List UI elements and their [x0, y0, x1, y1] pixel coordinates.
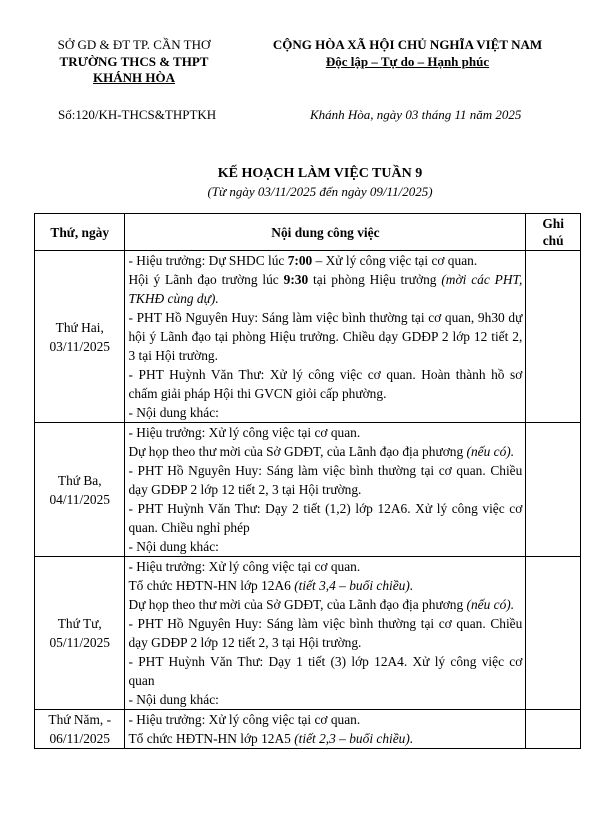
- task-text: - Nội dung khác:: [128, 539, 219, 554]
- task-item: [128, 403, 522, 422]
- task-text: 7:00: [287, 253, 313, 268]
- task-text: (mời các PHT, TKHĐ cùng dự).: [128, 272, 523, 306]
- date: 03/11/2025: [49, 338, 110, 354]
- task-item: [128, 537, 522, 556]
- weekday: Thứ Năm, -: [48, 712, 112, 727]
- date: 04/11/2025: [49, 491, 110, 507]
- weekday: Thứ Hai,: [55, 319, 104, 335]
- task-text: - Hiệu trưởng: Xử lý công việc tại cơ quan.: [128, 712, 361, 727]
- task-text: - PHT Huỳnh Văn Thư: Xử lý công việc cơ quan. Hoàn thành hồ sơ chấm giải pháp Hội thi GVCN giỏi cấp phường.: [128, 367, 523, 401]
- weekday: Thứ Tư,: [57, 616, 102, 631]
- date: 05/11/2025: [49, 635, 110, 650]
- task-text: - Hiệu trưởng: Xử lý công việc tại cơ quan.: [128, 559, 361, 574]
- note-cell: [526, 710, 581, 749]
- task-text: - Nội dung khác:: [128, 692, 219, 707]
- task-text: - PHT Hồ Nguyên Huy: Sáng làm việc bình thường tại cơ quan. Chiều dạy GDĐP 2 lớp 12 tiết 2, 3 tại Hội trường.: [128, 616, 523, 650]
- task-text: Tổ chức HĐTN-HN lớp 12A6: [128, 578, 295, 593]
- task-text: - PHT Hồ Nguyên Huy: Sáng làm việc bình thường tại cơ quan. Chiều dạy GDĐP 2 lớp 12 tiết 2, 3 tại Hội trường.: [128, 463, 523, 497]
- day-cell: [35, 251, 125, 423]
- task-text: - Nội dung khác:: [128, 405, 219, 420]
- task-text: - Hiệu trưởng: Xử lý công việc tại cơ quan.: [128, 425, 361, 440]
- motto: Độc lập – Tự do – Hạnh phúc: [325, 53, 490, 69]
- header-day: Thứ, ngày: [35, 214, 125, 251]
- task-item: [128, 442, 522, 461]
- task-text: - PHT Huỳnh Văn Thư: Dạy 1 tiết (3) lớp 12A4. Xử lý công việc cơ quan: [128, 654, 523, 688]
- content-cell: [125, 557, 526, 710]
- document-subtitle: (Từ ngày 03/11/2025 đến ngày 09/11/2025): [207, 184, 433, 199]
- org-line-1: SỞ GD & ĐT TP. CẦN THƠ: [57, 37, 211, 52]
- task-item: [128, 365, 522, 403]
- task-text: - PHT Huỳnh Văn Thư: Dạy 2 tiết (1,2) lớp 12A6. Xử lý công việc cơ quan. Chiều nghỉ phép: [128, 501, 523, 535]
- document-number: Số:120/KH-THCS&THPTKH: [58, 107, 217, 122]
- content-cell: [125, 251, 526, 423]
- task-item: [128, 251, 522, 270]
- task-item: [128, 576, 522, 595]
- day-cell: [35, 557, 125, 710]
- nation-name: CỘNG HÒA XÃ HỘI CHỦ NGHĨA VIỆT NAM: [272, 37, 543, 52]
- header-note: Ghi chú: [526, 214, 581, 251]
- table-header-row: [35, 214, 581, 251]
- place-date: Khánh Hòa, ngày 03 tháng 11 năm 2025: [310, 107, 522, 122]
- national-heading: [235, 37, 580, 70]
- task-item: [128, 729, 522, 748]
- task-item: [128, 557, 522, 576]
- task-text: 9:30: [283, 272, 309, 287]
- day-cell: [35, 423, 125, 557]
- org-line-3: KHÁNH HÒA: [93, 70, 175, 85]
- task-text: (nếu có).: [466, 597, 515, 612]
- task-item: [128, 461, 522, 499]
- task-text: – Xử lý công việc tại cơ quan.: [312, 253, 478, 268]
- task-text: Hội ý Lãnh đạo trường lúc: [128, 272, 284, 287]
- note-cell: [526, 423, 581, 557]
- task-text: Tổ chức HĐTN-HN lớp 12A5: [128, 731, 295, 746]
- task-text: - PHT Hồ Nguyên Huy: Sáng làm việc bình thường tại cơ quan, 9h30 dự hội ý Lãnh đạo tại phòng Hiệu trưởng. Chiều dạy GDĐP 2 lớp 12 tiết 2, 3 tại Hội trường.: [128, 310, 523, 363]
- task-text: (tiết 2,3 – buổi chiều).: [294, 731, 414, 746]
- content-cell: [125, 710, 526, 749]
- task-item: [128, 710, 522, 729]
- task-item: [128, 652, 522, 690]
- content-cell: [125, 423, 526, 557]
- task-text: Dự họp theo thư mời của Sở GDĐT, của Lãnh đạo địa phương: [128, 444, 467, 459]
- task-item: [128, 595, 522, 614]
- task-text: Dự họp theo thư mời của Sở GDĐT, của Lãnh đạo địa phương: [128, 597, 467, 612]
- header-content: Nội dung công việc: [125, 214, 526, 251]
- table-row: [35, 251, 581, 423]
- table-row: [35, 423, 581, 557]
- document-title: KẾ HOẠCH LÀM VIỆC TUẦN 9: [217, 166, 423, 181]
- task-text: (tiết 3,4 – buổi chiều).: [294, 578, 414, 593]
- org-line-2: TRƯỜNG THCS & THPT: [59, 53, 209, 69]
- weekday: Thứ Ba,: [57, 472, 102, 488]
- date: 06/11/2025: [49, 731, 110, 746]
- table-row: [35, 710, 581, 749]
- task-text: - Hiệu trưởng: Dự SHDC lúc: [128, 253, 288, 268]
- work-schedule-table: [34, 213, 581, 749]
- task-item: [128, 614, 522, 652]
- note-cell: [526, 251, 581, 423]
- task-text: (nếu có).: [466, 444, 515, 459]
- issuing-organization: [34, 37, 234, 87]
- task-item: [128, 499, 522, 537]
- task-item: [128, 308, 522, 365]
- task-item: [128, 270, 522, 308]
- task-item: [128, 423, 522, 442]
- day-cell: [35, 710, 125, 749]
- task-item: [128, 690, 522, 709]
- table-row: [35, 557, 581, 710]
- task-text: tại phòng Hiệu trưởng: [308, 272, 442, 287]
- note-cell: [526, 557, 581, 710]
